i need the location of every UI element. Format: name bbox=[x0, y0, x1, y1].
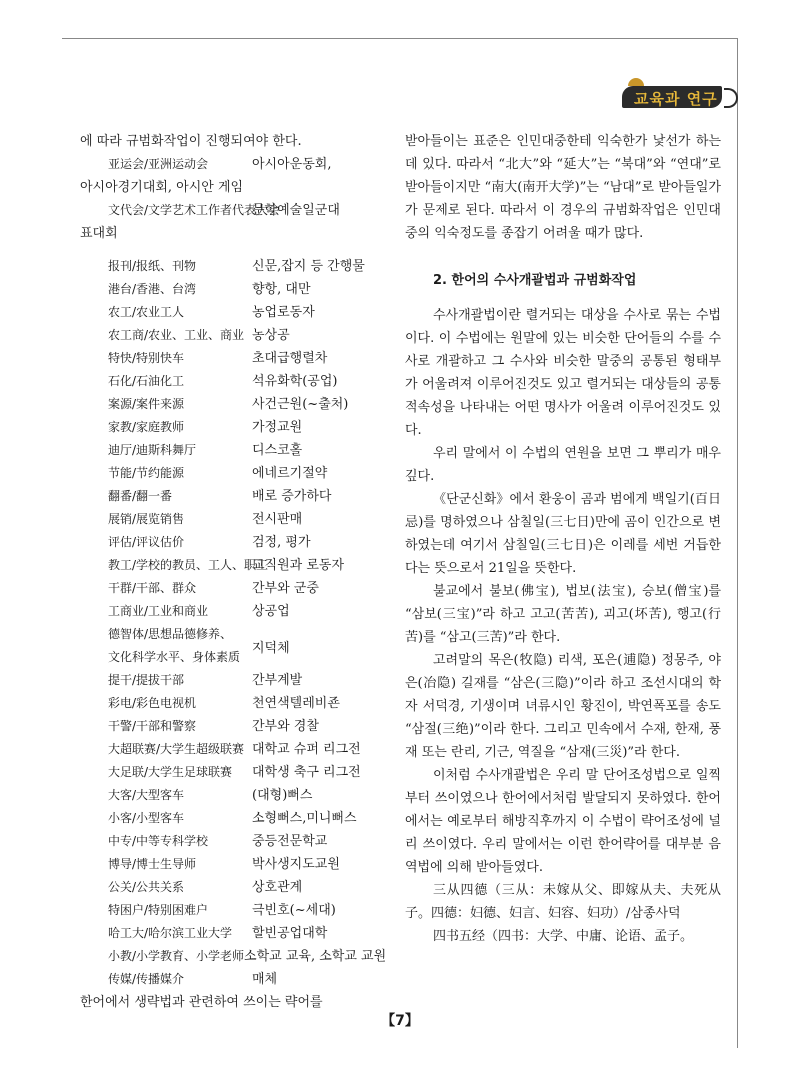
glossary-chinese-term: 彩电/彩色电视机 bbox=[108, 696, 197, 710]
glossary-row bbox=[80, 899, 386, 922]
glossary-wrapped-entry bbox=[80, 153, 386, 199]
glossary-chinese-term: 小客/小型客车 bbox=[108, 811, 185, 825]
glossary-row bbox=[80, 485, 386, 508]
glossary-chinese-term: 农工/农业工人 bbox=[108, 305, 185, 319]
body-paragraph: 받아들이는 표준은 인민대중한테 익숙한가 낯선가 하는데 있다. 따라서 “北大”와 “延大”는 “북대”와 “연대”로 받아들이지만 “南大(南开大学)”는 “남대”로 받아들일가가 문제로 된다. 따라서 이 경우의 규범화작업은 인민대중의 익숙정도를 종잡기 어려울 때가 많다. bbox=[405, 134, 721, 241]
glossary-chinese-term: 石化/石油化工 bbox=[108, 374, 185, 388]
glossary-korean-term: 디스코홀 bbox=[252, 443, 303, 458]
glossary-chinese-term: 文代会/文学艺术工作者代表大会 bbox=[108, 203, 281, 217]
left-column bbox=[80, 130, 386, 1014]
glossary-row bbox=[80, 945, 386, 968]
glossary-chinese-term: 博导/博士生导师 bbox=[108, 857, 197, 871]
glossary-chinese-term: 中专/中等专科学校 bbox=[108, 834, 209, 848]
glossary-row bbox=[80, 784, 386, 807]
body-paragraph: 四书五经（四书：大学、中庸、论语、孟子。 bbox=[433, 929, 694, 944]
glossary-row bbox=[80, 554, 386, 577]
section-heading: 2. 한어의 수사개괄법과 규범화작업 bbox=[433, 273, 637, 288]
glossary-korean-term: 향항, 대만 bbox=[252, 282, 311, 297]
glossary-chinese-term: 迪厅/迪斯科舞厅 bbox=[108, 443, 197, 457]
body-paragraph: 三从四德（三从：未嫁从父、即嫁从夫、夫死从子。四德：妇德、妇言、妇容、妇功）/삼종사덕 bbox=[405, 883, 721, 921]
body-paragraph: 불교에서 불보(佛宝), 법보(法宝), 승보(僧宝)를 “삼보(三宝)”라 하고 고고(苦苦), 괴고(坏苦), 행고(行苦)를 “삼고(三苦)”라 한다. bbox=[405, 584, 721, 645]
glossary-chinese-term bbox=[80, 623, 252, 669]
glossary-chinese-term: 亚运会/亚洲运动会 bbox=[108, 157, 209, 171]
body-paragraph: 우리 말에서 이 수법의 연원을 보면 그 뿌리가 매우 깊다. bbox=[405, 446, 721, 484]
glossary-chinese-term: 案源/案件来源 bbox=[108, 397, 185, 411]
journal-logo bbox=[622, 82, 740, 112]
glossary-row bbox=[80, 761, 386, 784]
glossary-chinese-term: 报刊/报纸、刊物 bbox=[108, 259, 197, 273]
glossary-korean-continuation: 아시아경기대회, 아시안 게임 bbox=[80, 180, 244, 195]
glossary-row bbox=[80, 669, 386, 692]
glossary-row bbox=[80, 416, 386, 439]
glossary-row bbox=[80, 600, 386, 623]
glossary-row bbox=[80, 278, 386, 301]
glossary-korean-term: 매체 bbox=[252, 972, 278, 987]
glossary-chinese-term: 小教/小学教育、小学老师 bbox=[108, 949, 245, 963]
glossary-korean-term: 사건근원(~출처) bbox=[252, 397, 349, 412]
glossary-korean-term: 소학교 교육, 소학교 교원 bbox=[244, 949, 387, 964]
glossary-row bbox=[80, 324, 386, 347]
glossary-two-line-entry bbox=[80, 623, 386, 669]
right-column bbox=[405, 130, 721, 948]
glossary-chinese-term: 大客/大型客车 bbox=[108, 788, 185, 802]
right-border-rule bbox=[737, 38, 738, 1048]
glossary-korean-term: 농상공 bbox=[252, 328, 290, 343]
glossary-chinese-term: 评估/评议估价 bbox=[108, 535, 185, 549]
glossary-row bbox=[80, 531, 386, 554]
glossary-korean-continuation: 표대회 bbox=[80, 226, 118, 241]
glossary-row bbox=[80, 692, 386, 715]
glossary-korean-term: 천연색텔레비죤 bbox=[252, 696, 340, 711]
glossary-chinese-term: 特困户/特别困难户 bbox=[108, 903, 209, 917]
glossary-chinese-term: 工商业/工业和商业 bbox=[108, 604, 209, 618]
logo-swirl-icon bbox=[724, 88, 738, 108]
glossary-korean-term: 석유화학(공업) bbox=[252, 374, 338, 389]
glossary-row bbox=[80, 922, 386, 945]
glossary-korean-term: 박사생지도교원 bbox=[252, 857, 340, 872]
glossary-row bbox=[80, 508, 386, 531]
glossary-row bbox=[80, 255, 386, 278]
glossary-row bbox=[80, 301, 386, 324]
glossary-list bbox=[80, 255, 386, 623]
glossary-korean-term: 아시아운동회, bbox=[252, 157, 332, 172]
glossary-korean-term: 상공업 bbox=[252, 604, 290, 619]
glossary-chinese-term: 传媒/传播媒介 bbox=[108, 972, 185, 986]
glossary-row bbox=[80, 577, 386, 600]
glossary-chinese-term: 展销/展览销售 bbox=[108, 512, 185, 526]
glossary-korean-term: 간부와 경찰 bbox=[252, 719, 319, 734]
top-border-rule bbox=[62, 38, 738, 39]
glossary-korean-term: 소형뻐스,미니뻐스 bbox=[252, 811, 357, 826]
left-closing-text: 한어에서 생략법과 관련하여 쓰이는 략어를 bbox=[80, 995, 323, 1010]
left-intro-text: 에 따라 규범화작업이 진행되여야 한다. bbox=[80, 134, 302, 149]
glossary-korean-term: 신문,잡지 등 간행물 bbox=[252, 259, 365, 274]
glossary-chinese-line: 德智体/思想品德修养、 bbox=[108, 627, 233, 641]
glossary-korean-term: 극빈호(~세대) bbox=[252, 903, 336, 918]
glossary-row bbox=[80, 439, 386, 462]
glossary-chinese-term: 哈工大/哈尔滨工业大学 bbox=[108, 926, 233, 940]
glossary-chinese-term: 大足联/大学生足球联赛 bbox=[108, 765, 233, 779]
logo-text: 교육과 연구 bbox=[634, 90, 718, 108]
glossary-korean-term: 가정교원 bbox=[252, 420, 303, 435]
body-paragraph: 《단군신화》에서 환웅이 곰과 범에게 백일기(百日忌)를 명하였으나 삼칠일(三七日)만에 곰이 인간으로 변하였는데 여기서 삼칠일(三七日)은 이레를 세번 거듭한다는 뜻으로서 21일을 뜻한다. bbox=[405, 492, 721, 576]
glossary-wrapped-entry bbox=[80, 199, 386, 245]
glossary-korean-term: 검정, 평가 bbox=[252, 535, 311, 550]
glossary-row bbox=[80, 370, 386, 393]
glossary-chinese-term: 公关/公共关系 bbox=[108, 880, 185, 894]
glossary-row bbox=[80, 968, 386, 991]
glossary-korean-term: 간부계발 bbox=[252, 673, 303, 688]
glossary-chinese-line: 文化科学水平、身体素质 bbox=[108, 650, 241, 664]
glossary-korean-term: 배로 증가하다 bbox=[252, 489, 332, 504]
glossary-korean-term: 농업로동자 bbox=[252, 305, 315, 320]
logo-ornament-icon bbox=[628, 78, 644, 86]
glossary-korean-term: 대학교 슈퍼 리그전 bbox=[252, 742, 361, 757]
glossary-chinese-term: 节能/节约能源 bbox=[108, 466, 185, 480]
glossary-korean-term: 할빈공업대학 bbox=[252, 926, 328, 941]
glossary-list bbox=[80, 669, 386, 991]
glossary-korean-term: 간부와 군중 bbox=[252, 581, 319, 596]
body-paragraph: 수사개괄법이란 렬거되는 대상을 수사로 묶는 수법이다. 이 수법에는 원말에 있는 비슷한 단어들의 수를 수사로 개괄하고 그 수사와 비슷한 말중의 공통된 형태부가 어울려져 이루어진것도 있고 렬거되는 대상들의 공통적속성을 나타내는 어떤 명사가 어울려 이루어진것도 있다. bbox=[405, 308, 721, 438]
glossary-row bbox=[80, 853, 386, 876]
glossary-row bbox=[80, 830, 386, 853]
body-paragraph: 고려말의 목은(牧隐) 리색, 포은(逋隐) 정몽주, 야은(冶隐) 길재를 “삼은(三隐)”이라 하고 조선시대의 학자 서덕경, 기생이며 녀류시인 황진이, 박연폭포를 송도 “삼절(三绝)”이라 한다. 그리고 민속에서 수재, 한재, 풍재 또는 란리, 기근, 역질을 “삼재(三災)”라 한다. bbox=[405, 653, 721, 760]
glossary-row bbox=[80, 715, 386, 738]
glossary-row bbox=[80, 876, 386, 899]
glossary-row bbox=[80, 462, 386, 485]
glossary-row bbox=[80, 807, 386, 830]
glossary-row bbox=[80, 347, 386, 370]
glossary-korean-term: 초대급행렬차 bbox=[252, 351, 328, 366]
glossary-chinese-term: 提干/提拔干部 bbox=[108, 673, 185, 687]
body-paragraph: 이처럼 수사개괄법은 우리 말 단어조성법으로 일찍부터 쓰이였으나 한어에서처럼 발달되지 못하였다. 한어에서는 예로부터 해방직후까지 이 수법이 략어조성에 널리 쓰이였다. 우리 말에서는 이런 한어략어를 대부분 음역법에 의해 받아들였다. bbox=[405, 768, 721, 875]
glossary-chinese-term: 干警/干部和警察 bbox=[108, 719, 197, 733]
glossary-row bbox=[80, 738, 386, 761]
glossary-korean-term: 상호관계 bbox=[252, 880, 303, 895]
page-number: 【7】 bbox=[381, 1013, 419, 1029]
glossary-chinese-term: 干群/干部、群众 bbox=[108, 581, 197, 595]
glossary-chinese-term: 家教/家庭教师 bbox=[108, 420, 185, 434]
glossary-korean-term: 문학예술일군대 bbox=[252, 203, 340, 218]
glossary-korean-term: 중등전문학교 bbox=[252, 834, 328, 849]
glossary-chinese-term: 教工/学校的教员、工人、职工 bbox=[108, 558, 269, 572]
glossary-korean-term: 전시판매 bbox=[252, 512, 303, 527]
glossary-korean-term: 대학생 축구 리그전 bbox=[252, 765, 361, 780]
glossary-korean-term: 지덕체 bbox=[252, 640, 290, 656]
glossary-korean-term: 에네르기절약 bbox=[252, 466, 328, 481]
glossary-chinese-term: 特快/特别快车 bbox=[108, 351, 185, 365]
glossary-korean-term: (대형)뻐스 bbox=[252, 788, 313, 803]
glossary-korean-term: 교직원과 로동자 bbox=[252, 558, 345, 573]
glossary-chinese-term: 港台/香港、台湾 bbox=[108, 282, 197, 296]
glossary-chinese-term: 翻番/翻一番 bbox=[108, 489, 173, 503]
glossary-row bbox=[80, 393, 386, 416]
glossary-chinese-term: 农工商/农业、工业、商业 bbox=[108, 328, 245, 342]
glossary-chinese-term: 大超联赛/大学生超级联赛 bbox=[108, 742, 245, 756]
